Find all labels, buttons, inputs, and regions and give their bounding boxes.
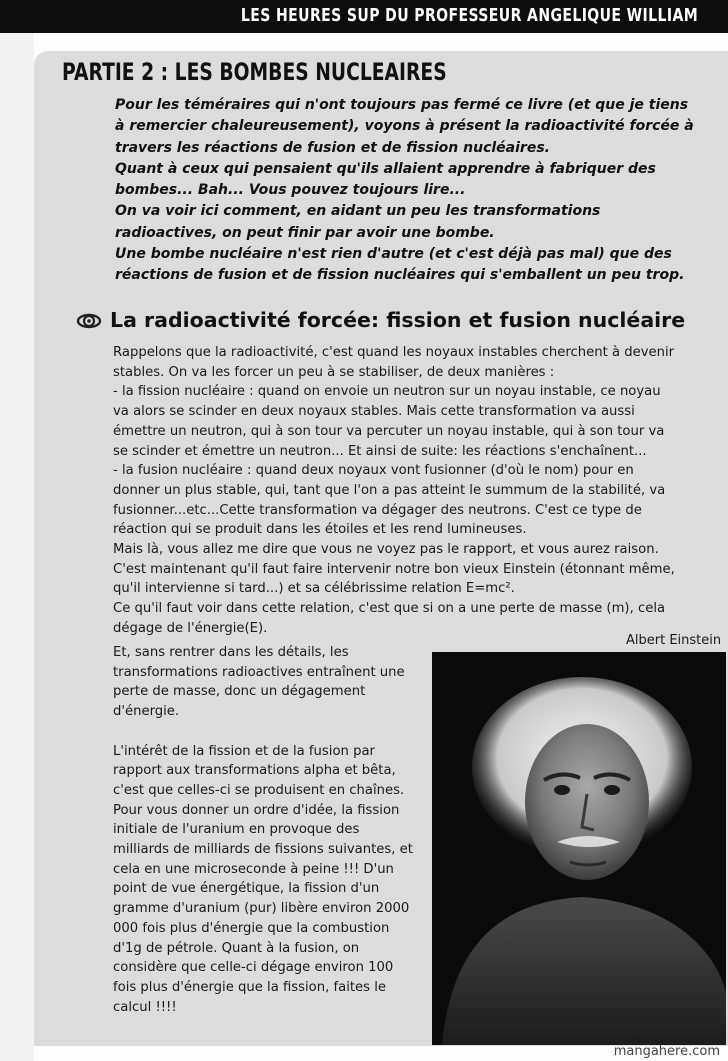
body-paragraph: - la fusion nucléaire : quand deux noyaux vont fusionner (d'où le nom) pour en donner un plus stable, qui, tant que l'on a pas atteint le summum de la stabilité, va fusionner...etc...Cette transformation va dégager des neutrons. C'est ce type de réaction qui se produit dans les étoiles et les rend lumineuses. [113,463,666,538]
body-paragraph: - la fission nucléaire : quand on envoie un neutron sur un noyau instable, ce noyau va alors se scinder en deux noyaux stables. Mais cette transformation va aussi émettre un neutron, qui à son tour va percuter un noyau instable, qui à son tour va se scinder et émettre un neutron... Et ainsi de suite: les réactions s'enchaînent... [113,384,665,459]
intro-paragraph: On va voir ici comment, en aidant un peu les transformations radioactives, on peut finir par avoir une bombe. [115,203,601,241]
portrait-image [432,652,726,1045]
body-paragraph: Rappelons que la radioactivité, c'est quand les noyaux instables cherchent à devenir stables. On va les forcer un peu à se stabiliser, de deux manières : [113,345,675,380]
watermark: mangahere.com [613,1044,720,1059]
intro-paragraph: Quant à ceux qui pensaient qu'ils allaient apprendre à fabriquer des bombes... Bah... Vous pouvez toujours lire... [115,160,656,199]
einstein-photo [432,652,726,1045]
column-text [113,643,413,1017]
column-paragraph: Et, sans rentrer dans les détails, les transformations radioactives entraînent une perte de masse, donc un dégagement d'énergie. [113,645,405,720]
main-text [113,343,678,639]
left-margin [0,33,34,1061]
intro-paragraph: Une bombe nucléaire n'est rien d'autre (et c'est déjà pas mal) que des réactions de fusion et de fission nucléaires qui s'emballent un peu trop. [115,246,685,284]
body-paragraph: Mais là, vous allez me dire que vous ne voyez pas le rapport, et vous aurez raison. C'est maintenant qu'il faut faire intervenir notre bon vieux Einstein (étonnant même, qu'il intervienne si tard...) et sa célébrissime relation E=mc². [113,542,675,597]
intro-paragraph: Pour les téméraires qui n'ont toujours pas fermé ce livre (et que je tiens à remercier chaleureusement), voyons à présent la radioactivité forcée à travers les réactions de fusion et de fission nucléaires. [115,97,694,156]
section-title: La radioactivité forcée: fission et fusion nucléaire [110,308,686,332]
page-heading: PARTIE 2 : LES BOMBES NUCLEAIRES [62,58,447,86]
body-paragraph: Ce qu'il faut voir dans cette relation, c'est que si on a une perte de masse (m), cela dégage de l'énergie(E). [113,601,666,636]
atom-icon [76,311,102,329]
section-header [76,305,685,335]
series-title: LES HEURES SUP DU PROFESSEUR ANGELIQUE WILLIAM [240,5,698,26]
column-paragraph: L'intérêt de la fission et de la fusion par rapport aux transformations alpha et bêta, c'est que celles-ci se produisent en chaînes. Pour vous donner un ordre d'idée, la fission initiale de l'uranium en provoque des milliards de milliards de fissions suivantes, et cela en une microseconde à peine !!! D'un point de vue énergétique, la fission d'un gramme d'uranium (pur) libère environ 2000 000 fois plus d'énergie que la combustion d'1g de pétrole. Quant à la fusion, on considère que celle-ci dégage environ 100 fois plus d'énergie que la fission, faites le calcul !!!! [113,743,413,1015]
header-bar [0,0,728,33]
intro-block [115,95,695,287]
photo-caption: Albert Einstein [626,633,722,648]
